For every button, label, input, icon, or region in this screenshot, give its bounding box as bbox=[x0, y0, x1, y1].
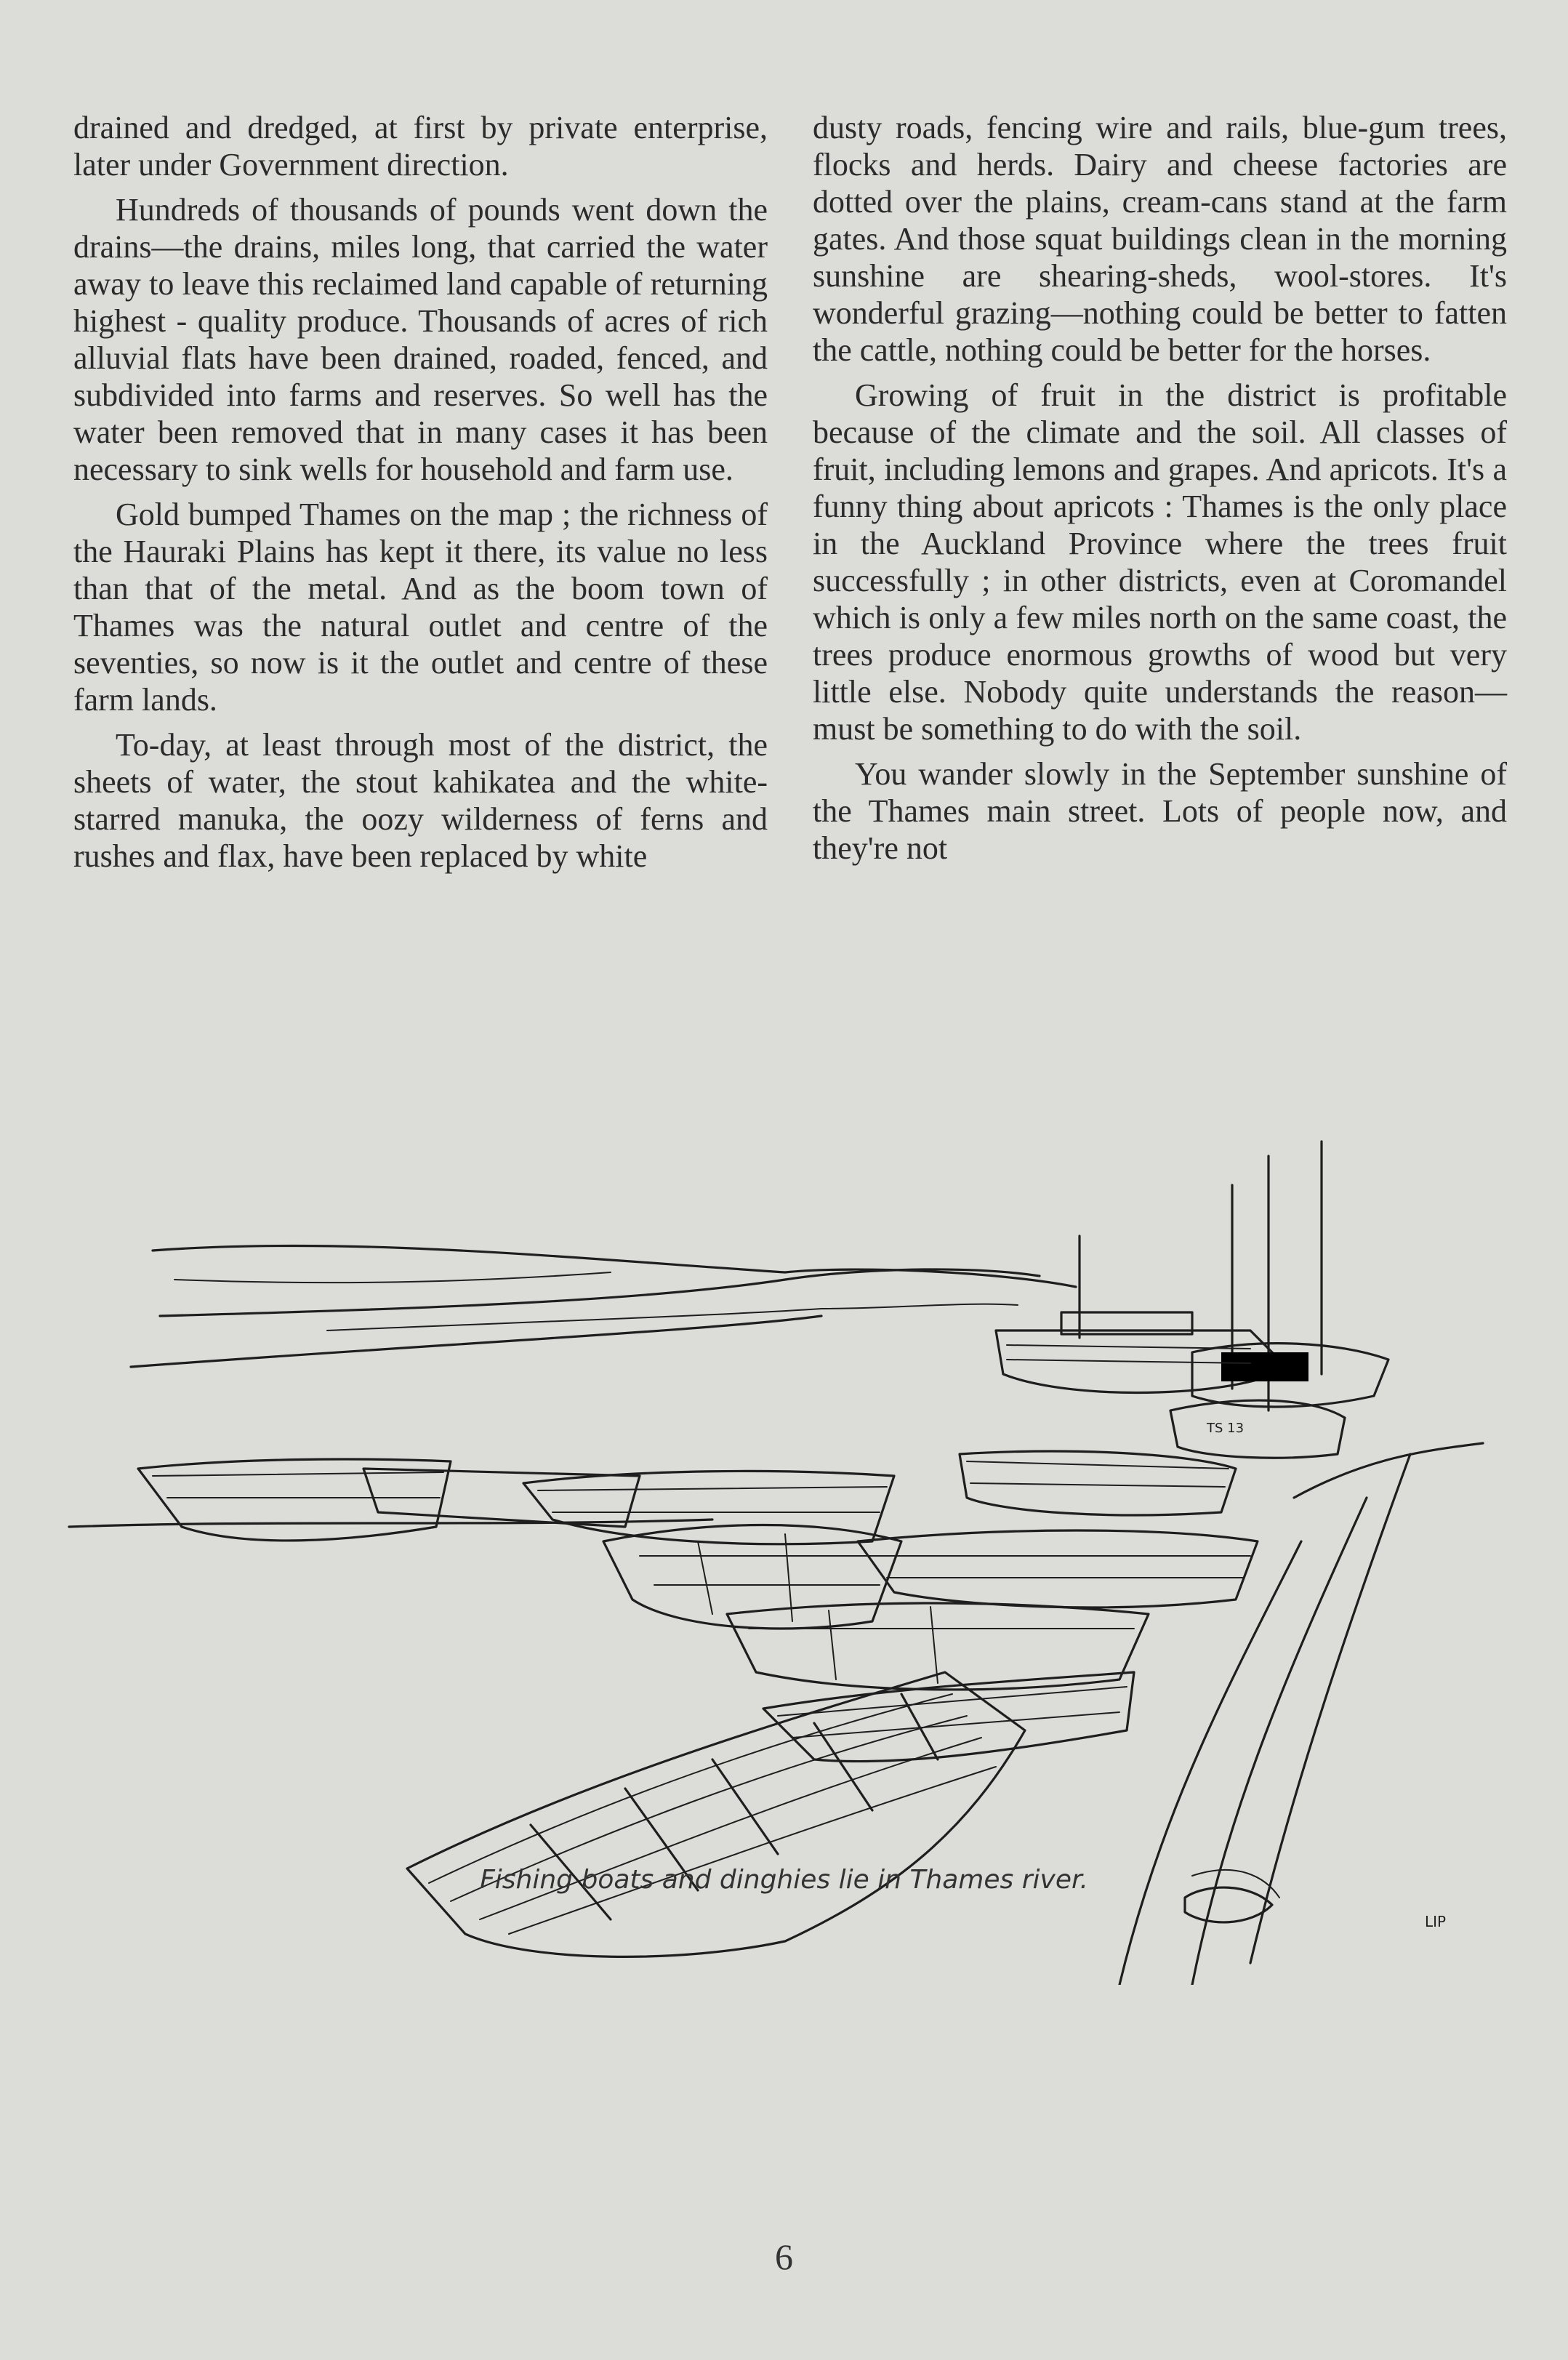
fishing-launch bbox=[996, 1312, 1388, 1458]
paragraph: Growing of fruit in the district is profitable because of the climate and the soil. All classes of fruit, including lemons and grapes. And apricots. It's a funny thing about apricots : Thames is the only place in the Auckland Province where the trees fruit successfully ; in other districts, even at Coromandel which is only a few miles north on the same coast, the trees produce enormous growths of wood but very little else. Nobody quite understands the reason—must be something to do with the soil. bbox=[813, 377, 1507, 747]
artist-signature: LIP bbox=[1425, 1913, 1447, 1930]
boats-illustration bbox=[58, 1091, 1512, 1985]
paragraph: dusty roads, fencing wire and rails, blue-gum trees, flocks and herds. Dairy and cheese factories are dotted over the plains, cream-cans stand at the farm gates. And those squat buildings clean in the morning sunshine are shearing-sheds, wool-stores. It's wonderful grazing—nothing could be better to fatten the cattle, nothing could be better for the horses. bbox=[813, 110, 1507, 368]
hills bbox=[131, 1245, 1076, 1367]
paragraph: To-day, at least through most of the district, the sheets of water, the stout kahikatea and the white-starred manuka, the oozy wilderness of ferns and rushes and flax, have been replaced by white bbox=[73, 727, 768, 874]
dinghy bbox=[523, 1471, 894, 1544]
dinghy bbox=[960, 1451, 1236, 1515]
boat-number: TS 13 bbox=[1207, 1421, 1245, 1436]
dinghy bbox=[603, 1525, 901, 1629]
page-number: 6 bbox=[775, 2236, 793, 2277]
dinghy bbox=[858, 1530, 1258, 1608]
paragraph: You wander slowly in the September sunshine of the Thames main street. Lots of people now, and they're not bbox=[813, 756, 1507, 866]
paragraph: Gold bumped Thames on the map ; the richness of the Hauraki Plains has kept it there, its value no less than that of the metal. And as the boom town of Thames was the natural outlet and centre of the seventies, so now is it the outlet and centre of these farm lands. bbox=[73, 497, 768, 718]
paragraph: drained and dredged, at first by private enterprise, later under Government direction. bbox=[73, 110, 768, 182]
left-column bbox=[73, 109, 768, 883]
figure-caption: Fishing boats and dinghies lie in Thames river. bbox=[480, 1865, 1088, 1895]
right-column bbox=[813, 109, 1507, 875]
foreground-dinghy bbox=[407, 1672, 1025, 1956]
jetty bbox=[1119, 1454, 1410, 1985]
dinghy bbox=[138, 1459, 451, 1541]
paragraph: Hundreds of thousands of pounds went down the drains—the drains, miles long, that carried the water away to leave this reclaimed land capable of returning highest - quality produce. Thousands of acres of rich alluvial flats have been drained, roaded, fenced, and subdivided into farms and reserves. So well has the water been removed that in many cases it has been necessary to sink wells for household and farm use. bbox=[73, 192, 768, 487]
